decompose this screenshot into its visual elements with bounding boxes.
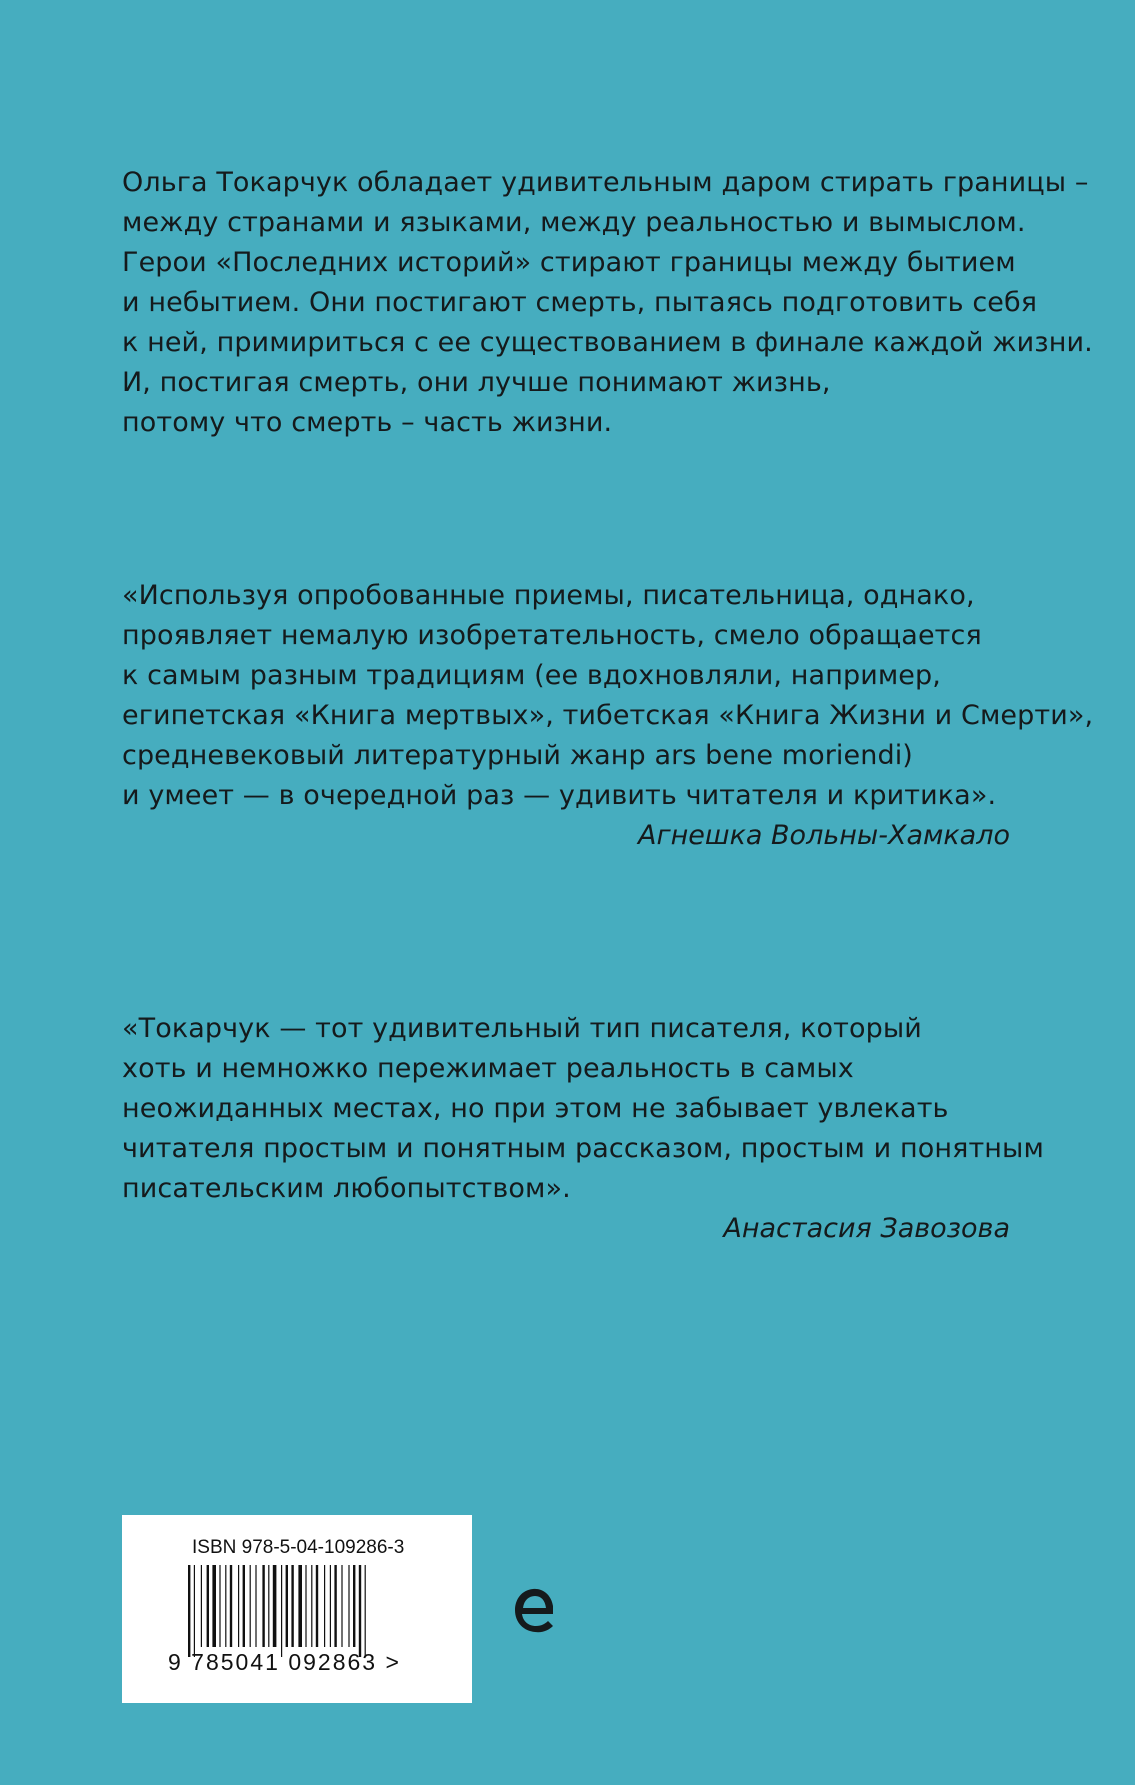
- barcode-bar: [201, 1565, 202, 1647]
- publisher-logo-icon: [506, 1582, 564, 1640]
- intro-line: потому что смерть – часть жизни.: [122, 407, 613, 438]
- quote-line: неожиданных местах, но при этом не забывает увлекать: [122, 1093, 949, 1124]
- quote-line: хоть и немножко пережимает реальность в самых: [122, 1053, 854, 1084]
- barcode-bar: [298, 1565, 302, 1647]
- barcode-bar: [243, 1565, 245, 1647]
- barcode-bar: [188, 1565, 190, 1657]
- barcode-bar: [238, 1565, 239, 1647]
- barcode-bar: [330, 1565, 331, 1647]
- barcode-bar: [268, 1565, 269, 1647]
- barcode-bar: [250, 1565, 251, 1647]
- barcode-bar: [273, 1565, 277, 1647]
- review-quote-2: [122, 1013, 1044, 1213]
- barcode-bar: [365, 1565, 366, 1657]
- barcode-bar: [353, 1565, 355, 1647]
- barcode-bars: [188, 1565, 402, 1657]
- barcode-bar: [212, 1565, 216, 1647]
- barcode-bar: [316, 1565, 318, 1647]
- isbn-barcode: [122, 1515, 472, 1703]
- quote-line: «Токарчук — тот удивительный тип писателя, который: [122, 1013, 922, 1044]
- quote-line: к самым разным традициям (ее вдохновляли, например,: [122, 660, 941, 691]
- quote-line: египетская «Книга мертвых», тибетская «Книга Жизни и Смерти»,: [122, 700, 1094, 731]
- barcode-bar: [194, 1565, 195, 1657]
- review-quote-1: [122, 580, 1094, 860]
- barcode-bar: [359, 1565, 361, 1657]
- quote-line: средневековый литературный жанр ars bene moriendi): [122, 740, 913, 771]
- barcode-bar: [281, 1565, 282, 1657]
- intro-line: Герои «Последних историй» стирают границы между бытием: [122, 247, 1016, 278]
- barcode-bar: [255, 1565, 256, 1647]
- intro-paragraph: [122, 167, 1093, 447]
- barcode-bar: [219, 1565, 220, 1647]
- quote-line: и умеет — в очередной раз — удивить читателя и критика».: [122, 780, 997, 811]
- barcode-bar: [334, 1565, 336, 1647]
- quote-2-author: Анастасия Завозова: [723, 1213, 1010, 1244]
- barcode-bar: [305, 1565, 306, 1647]
- barcode-bar: [230, 1565, 232, 1647]
- barcode-bar: [225, 1565, 226, 1647]
- barcode-bar: [348, 1565, 349, 1647]
- intro-line: между странами и языками, между реальностью и вымыслом.: [122, 207, 1026, 238]
- barcode-bar: [291, 1565, 293, 1647]
- barcode-bar: [341, 1565, 342, 1647]
- barcode-bar: [324, 1565, 325, 1647]
- isbn-label: ISBN 978-5-04-109286-3: [192, 1537, 405, 1558]
- intro-line: И, постигая смерть, они лучше понимают жизнь,: [122, 367, 831, 398]
- quote-line: проявляет немалую изобретательность, смело обращается: [122, 620, 982, 651]
- quote-line: писательским любопытством».: [122, 1173, 571, 1204]
- quote-1-author: Агнешка Вольны-Хамкало: [637, 820, 1010, 851]
- barcode-bar: [311, 1565, 312, 1647]
- intro-line: к ней, примириться с ее существованием в финале каждой жизни.: [122, 327, 1093, 358]
- barcode-bar: [207, 1565, 209, 1647]
- barcode-bar: [262, 1565, 264, 1647]
- quote-line: читателя простым и понятным рассказом, простым и понятным: [122, 1133, 1044, 1164]
- intro-line: Ольга Токарчук обладает удивительным даром стирать границы –: [122, 167, 1089, 198]
- intro-line: и небытием. Они постигают смерть, пытаясь подготовить себя: [122, 287, 1038, 318]
- barcode-digits: 9 785041 092863 >: [168, 1649, 401, 1675]
- barcode-bar: [286, 1565, 288, 1647]
- quote-line: «Используя опробованные приемы, писательница, однако,: [122, 580, 975, 611]
